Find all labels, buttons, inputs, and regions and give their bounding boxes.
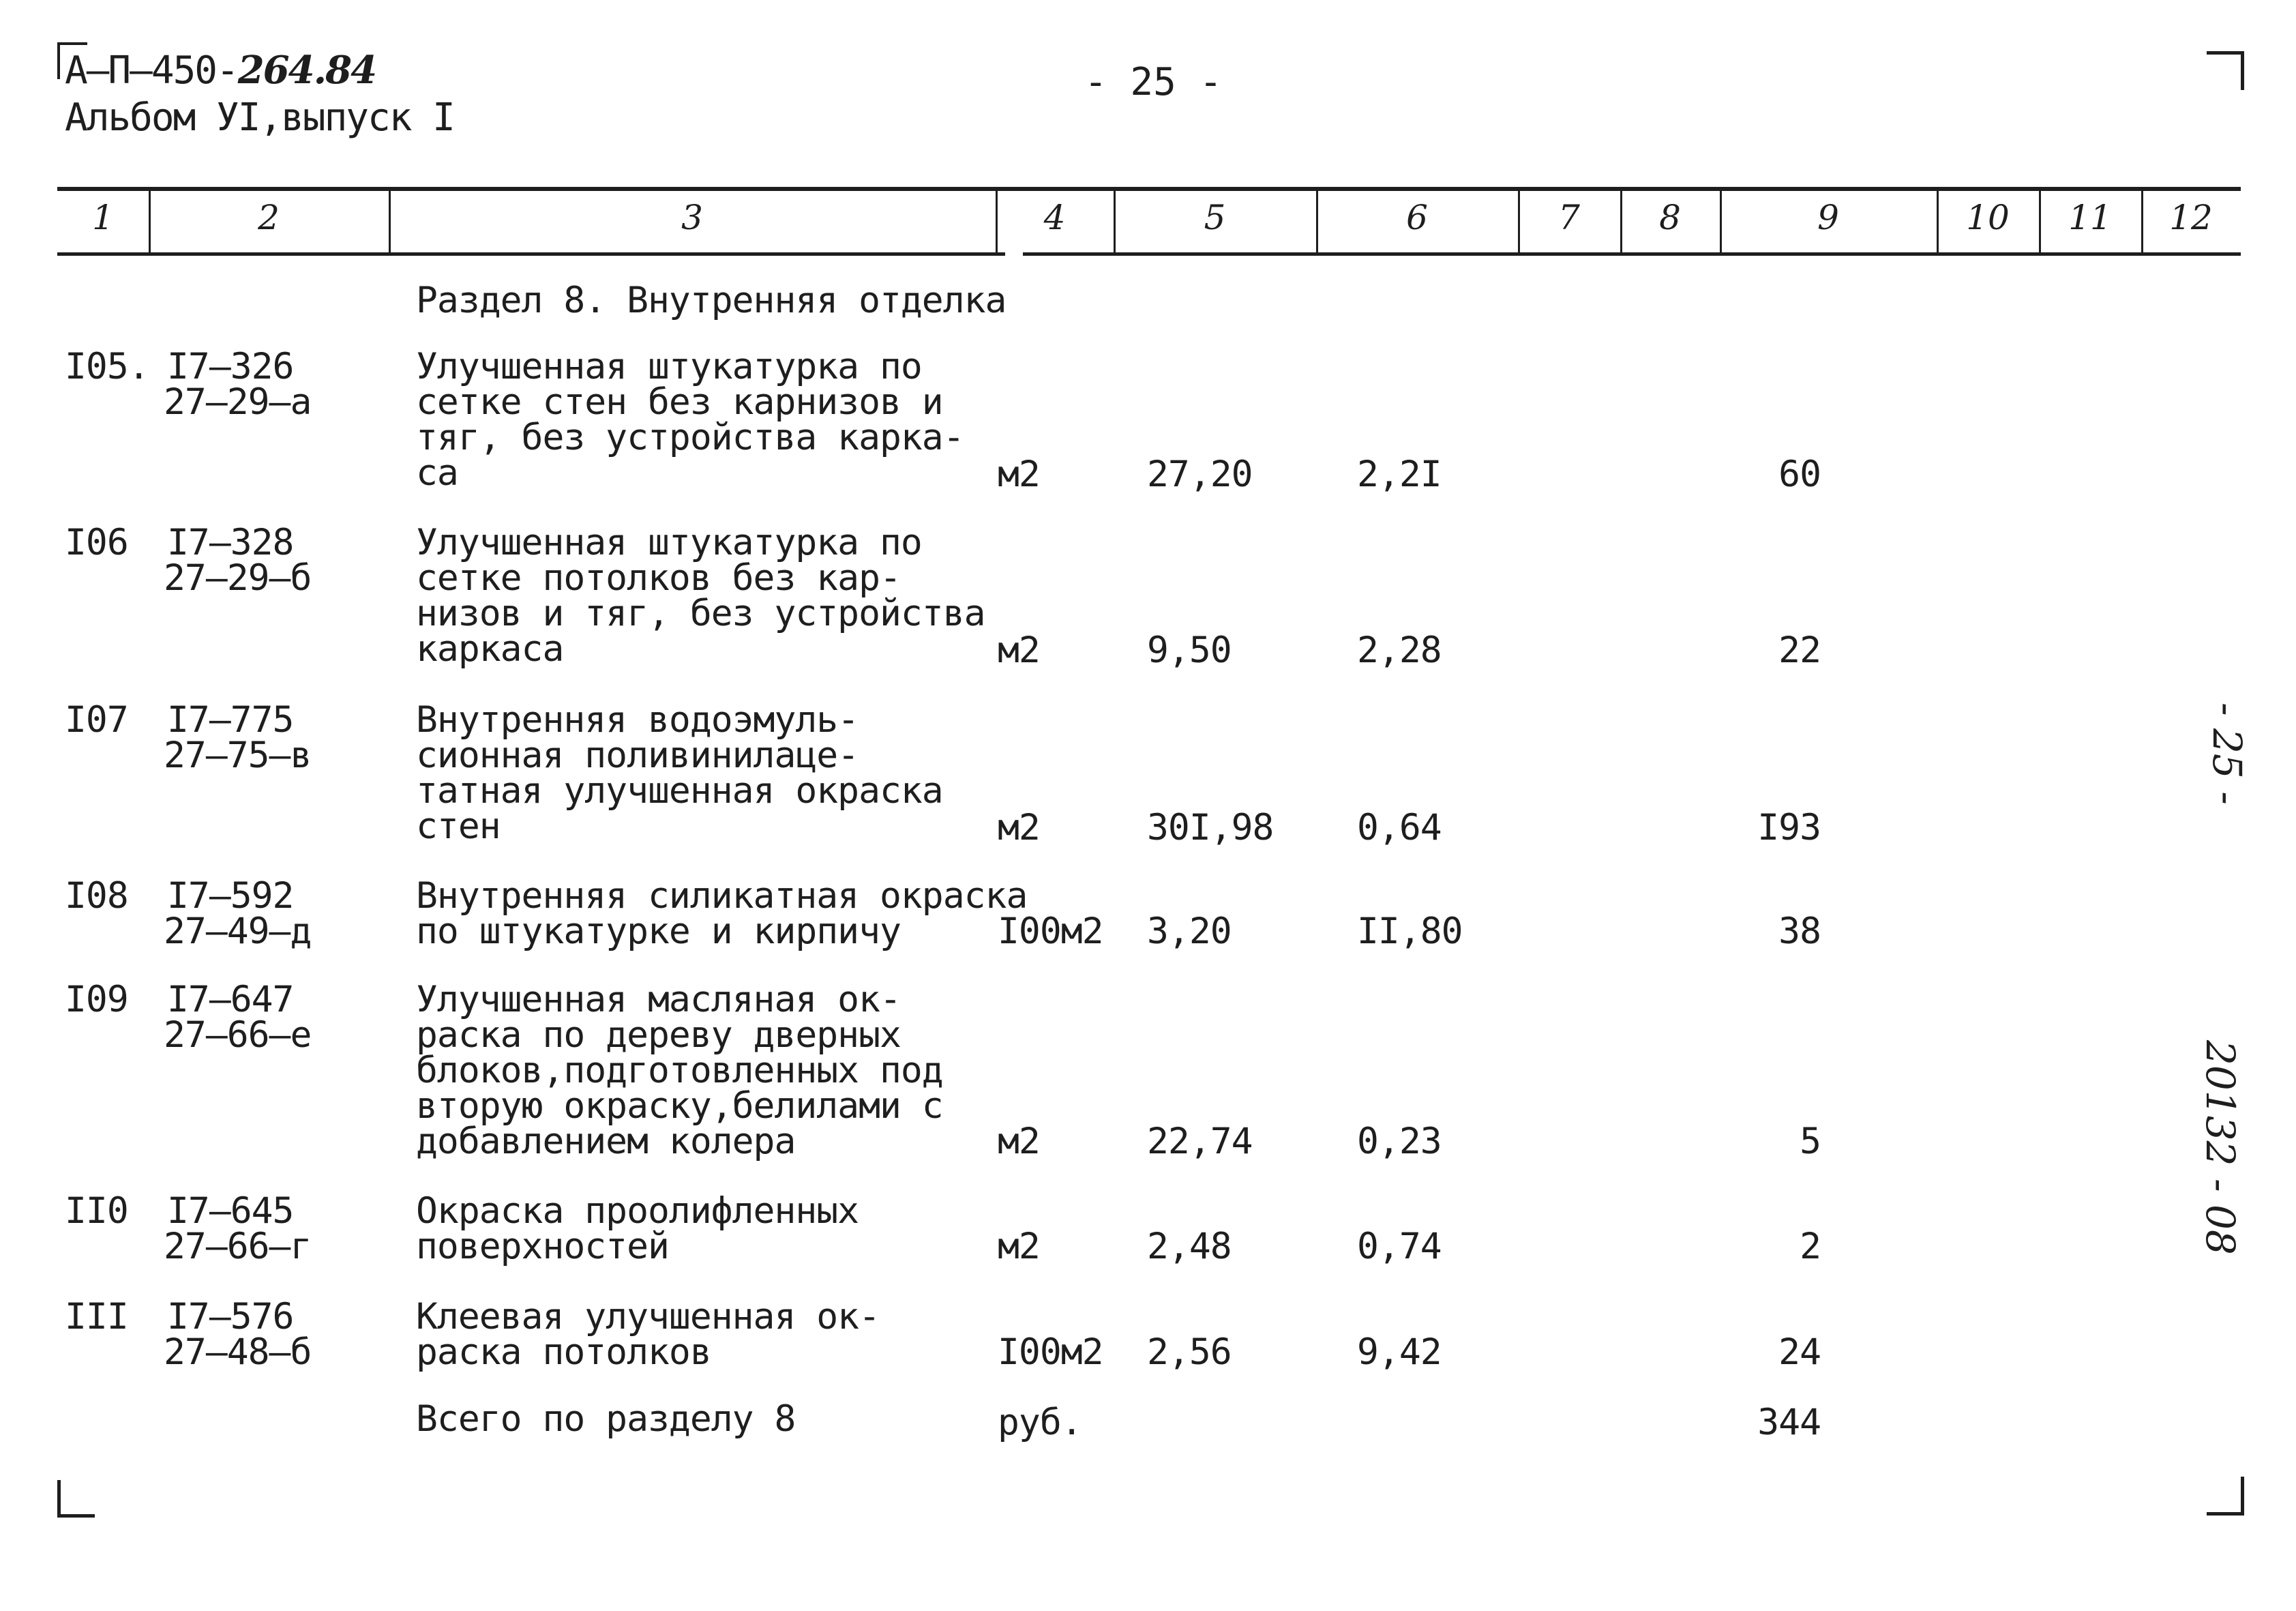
summary-unit: руб. <box>998 1402 1082 1443</box>
summary-total: 344 <box>1757 1402 1821 1443</box>
row-description <box>416 875 1028 952</box>
description-line: сионная поливинилаце- <box>416 735 859 776</box>
row-price: 0,64 <box>1357 807 1442 848</box>
description-line: вторую окраску,белилами с <box>416 1085 943 1127</box>
description-line: тяг, без устройства карка- <box>416 417 964 458</box>
description-line: стен <box>416 806 501 847</box>
row-codes <box>164 346 312 423</box>
code-secondary: 27–66–е <box>164 1014 312 1056</box>
row-unit: м2 <box>998 454 1040 495</box>
page-number: - 25 - <box>1084 60 1223 104</box>
description-line: Клеевая улучшенная ок- <box>416 1296 880 1337</box>
row-description <box>416 346 964 494</box>
margin-page-number: - 25 - <box>2204 703 2250 805</box>
code-secondary: 27–29–а <box>164 381 312 423</box>
row-codes <box>164 979 312 1056</box>
code-secondary: 27–75–в <box>164 735 312 776</box>
row-total: 24 <box>1778 1331 1821 1373</box>
row-unit: м2 <box>998 807 1040 848</box>
code-primary: I7–775 <box>167 699 294 741</box>
table-header-top-rule <box>57 187 2241 191</box>
column-number: 10 <box>1966 198 2010 237</box>
code-secondary: 27–29–б <box>164 557 312 599</box>
code-secondary: 27–48–б <box>164 1331 312 1373</box>
corner-mark-top-left <box>57 42 87 79</box>
description-line: поверхностей <box>416 1226 669 1267</box>
margin-registration-code: 20132 - 08 <box>2197 1040 2243 1255</box>
description-line: добавлением колера <box>416 1121 796 1162</box>
row-number: I07 <box>65 699 128 741</box>
row-number: I08 <box>65 875 128 917</box>
column-number: 3 <box>681 198 703 237</box>
row-unit: м2 <box>998 1121 1040 1162</box>
description-line: раска потолков <box>416 1331 711 1373</box>
corner-mark-bottom-left <box>57 1480 95 1518</box>
row-unit: I00м2 <box>998 911 1103 952</box>
row-number: II0 <box>65 1190 128 1232</box>
description-line: Окраска проолифленных <box>416 1190 859 1232</box>
column-number: 7 <box>1558 198 1580 237</box>
row-total: 38 <box>1778 911 1821 952</box>
description-line: Улучшенная масляная ок- <box>416 979 901 1020</box>
row-description <box>416 522 985 670</box>
corner-mark-bottom-right <box>2207 1477 2244 1516</box>
code-primary: I7–592 <box>167 875 294 917</box>
row-unit: м2 <box>998 1226 1040 1267</box>
row-total: 22 <box>1778 630 1821 671</box>
row-codes <box>164 699 312 776</box>
row-description <box>416 1190 859 1267</box>
row-quantity: 22,74 <box>1147 1121 1253 1162</box>
description-line: каркаса <box>416 628 564 670</box>
description-line: Внутренняя силикатная окраска <box>416 875 1028 917</box>
column-number: 11 <box>2068 198 2112 237</box>
code-primary: I7–647 <box>167 979 294 1020</box>
description-line: по штукатурке и кирпичу <box>416 911 901 952</box>
row-price: 2,2I <box>1357 454 1442 495</box>
corner-mark-top-right <box>2207 51 2244 90</box>
description-line: блоков,подготовленных под <box>416 1050 943 1091</box>
document-code-handwritten: 264.84 <box>237 48 376 93</box>
row-number: III <box>65 1296 128 1337</box>
row-price: 0,23 <box>1357 1121 1442 1162</box>
column-number: 6 <box>1406 198 1428 237</box>
table-header-bottom-rule-right <box>1023 252 2241 256</box>
document-code-typed: А–П–450- <box>65 48 238 93</box>
section-title: Раздел 8. Внутренняя отделка <box>416 280 1007 321</box>
description-line: са <box>416 452 458 494</box>
album-label: Альбом УI,выпуск I <box>65 95 454 140</box>
row-price: II,80 <box>1357 911 1463 952</box>
description-line: Улучшенная штукатурка по <box>416 522 922 563</box>
row-total: 2 <box>1800 1226 1821 1267</box>
column-number: 8 <box>1659 198 1681 237</box>
code-primary: I7–328 <box>167 522 294 563</box>
column-number: 5 <box>1204 198 1226 237</box>
column-number: 12 <box>2169 198 2213 237</box>
description-line: раска по дереву дверных <box>416 1014 901 1056</box>
column-number: 4 <box>1043 198 1066 237</box>
description-line: сетке потолков без кар- <box>416 557 901 599</box>
row-unit: м2 <box>998 630 1040 671</box>
row-quantity: 2,56 <box>1147 1331 1232 1373</box>
row-price: 9,42 <box>1357 1331 1442 1373</box>
row-quantity: 3,20 <box>1147 911 1232 952</box>
document-code <box>65 48 376 93</box>
code-secondary: 27–49–д <box>164 911 312 952</box>
summary-label: Всего по разделу 8 <box>416 1398 796 1440</box>
row-codes <box>164 875 312 952</box>
row-description <box>416 979 943 1162</box>
row-number: I05. <box>65 346 149 387</box>
description-line: низов и тяг, без устройства <box>416 593 985 634</box>
row-total: 5 <box>1800 1121 1821 1162</box>
row-unit: I00м2 <box>998 1331 1103 1373</box>
row-quantity: 27,20 <box>1147 454 1253 495</box>
row-price: 2,28 <box>1357 630 1442 671</box>
row-total: I93 <box>1757 807 1821 848</box>
row-quantity: 9,50 <box>1147 630 1232 671</box>
code-primary: I7–576 <box>167 1296 294 1337</box>
description-line: татная улучшенная окраска <box>416 770 943 812</box>
code-primary: I7–326 <box>167 346 294 387</box>
row-description <box>416 1296 880 1373</box>
row-description <box>416 699 943 847</box>
description-line: сетке стен без карнизов и <box>416 381 943 423</box>
column-number: 9 <box>1817 198 1839 237</box>
row-number: I09 <box>65 979 128 1020</box>
row-total: 60 <box>1778 454 1821 495</box>
code-secondary: 27–66–г <box>164 1226 312 1267</box>
row-codes <box>164 522 312 599</box>
code-primary: I7–645 <box>167 1190 294 1232</box>
column-number: 1 <box>92 198 114 237</box>
row-number: I06 <box>65 522 128 563</box>
row-codes <box>164 1190 312 1267</box>
row-codes <box>164 1296 312 1373</box>
row-quantity: 30I,98 <box>1147 807 1274 848</box>
description-line: Внутренняя водоэмуль- <box>416 699 859 741</box>
description-line: Улучшенная штукатурка по <box>416 346 922 387</box>
row-quantity: 2,48 <box>1147 1226 1232 1267</box>
table-header-bottom-rule-left <box>57 252 1005 256</box>
column-number: 2 <box>258 198 280 237</box>
row-price: 0,74 <box>1357 1226 1442 1267</box>
